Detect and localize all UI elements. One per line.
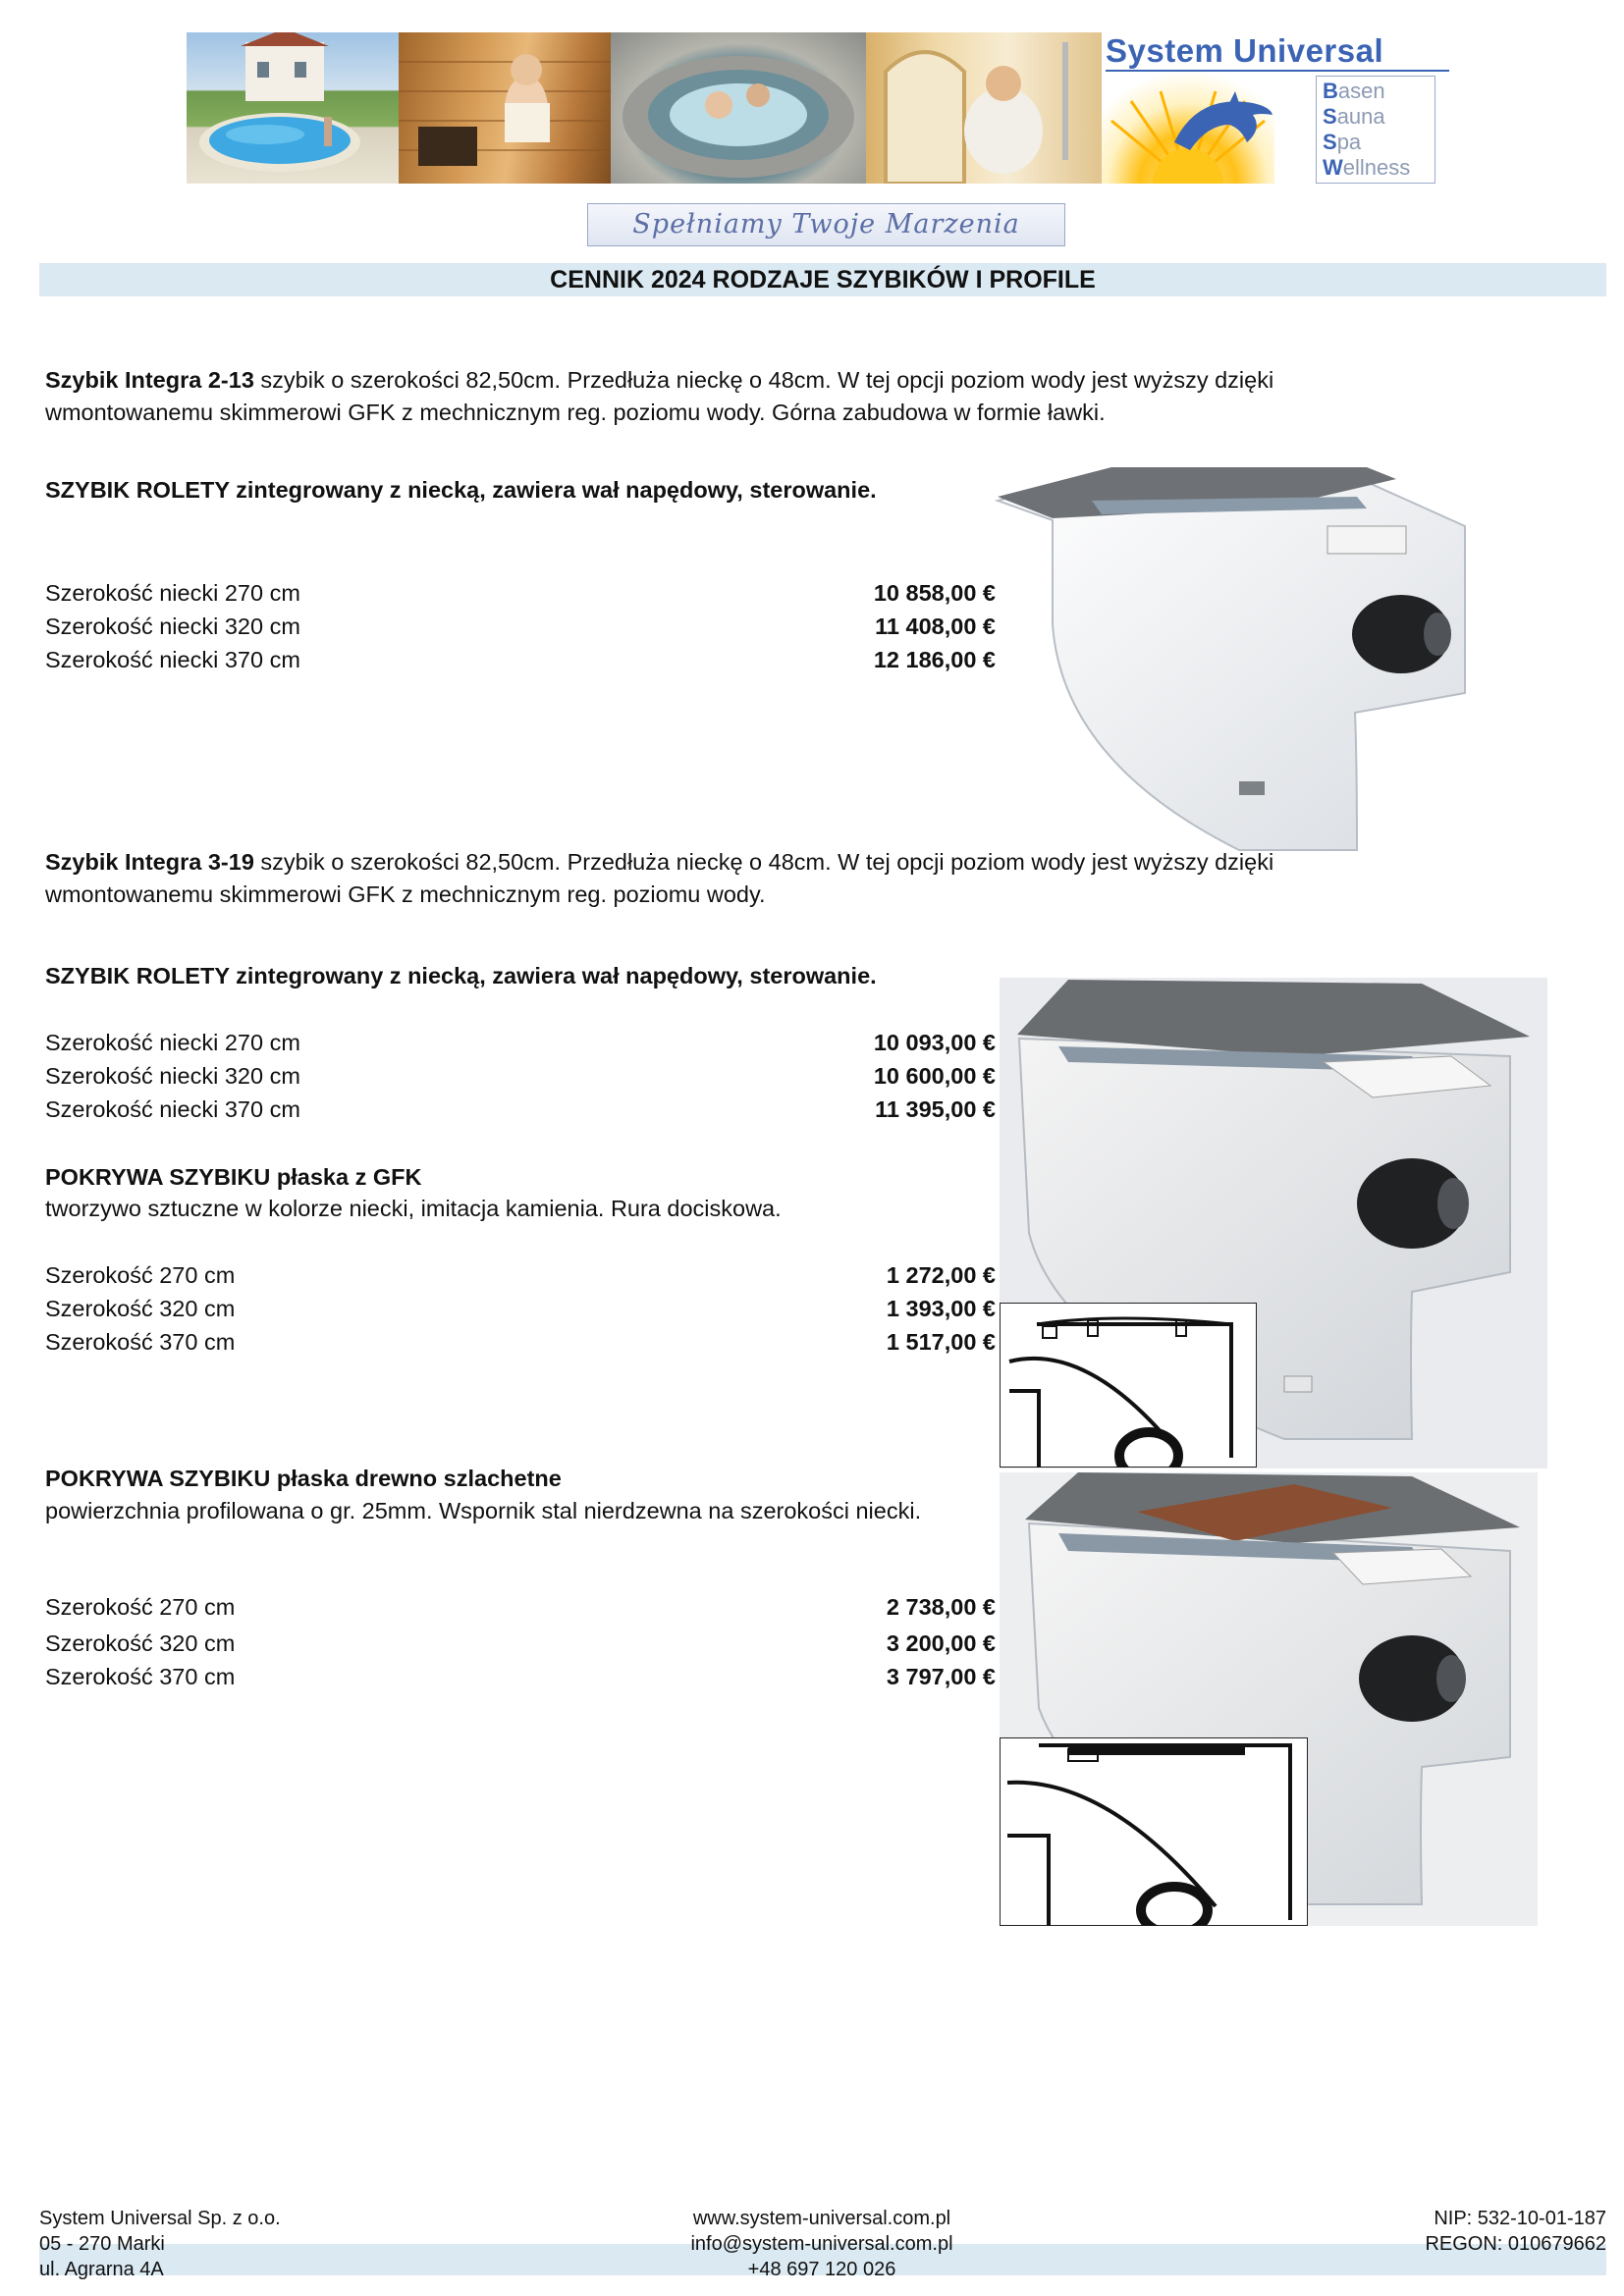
wood-cover-drawing (1000, 1737, 1308, 1926)
hot-tub-photo (611, 32, 866, 184)
section-4-row-3-label: Szerokość 370 cm (45, 1664, 236, 1689)
section-2-description: szybik o szerokości 82,50cm. Przedłuża nieckę o 48cm. W tej opcji poziom wody jest wyższy dzięki wmontowanemu skimmerowi GFK z mechnicznym reg. poziomu wody. (45, 849, 1274, 907)
company-street: ul. Agrarna 4A (39, 2259, 164, 2280)
gfk-cover-drawing (1000, 1303, 1257, 1468)
header-banner (187, 32, 1449, 184)
section-4-row-1-label: Szerokość 270 cm (45, 1594, 236, 1620)
section-3-row-1-label: Szerokość 270 cm (45, 1262, 236, 1288)
section-1-row-2-price: 11 408,00 € (875, 614, 996, 639)
nip-number: NIP: 532-10-01-187 (1434, 2208, 1606, 2229)
section-4-row-1-price: 2 738,00 € (886, 1594, 996, 1620)
dolphin-icon (1168, 85, 1276, 164)
section-4-heading: POKRYWA SZYBIKU płaska drewno szlachetne (45, 1466, 562, 1491)
tag-basen: Basen (1323, 79, 1385, 103)
section-2-row-3-price: 11 395,00 € (875, 1096, 996, 1122)
company-postcode: 05 - 270 Marki (39, 2233, 165, 2255)
regon-number: REGON: 010679662 (1425, 2233, 1606, 2255)
section-4-row-2-label: Szerokość 320 cm (45, 1630, 236, 1656)
footer-contact (625, 2206, 1018, 2282)
section-1-row-1-label: Szerokość niecki 270 cm (45, 580, 300, 606)
section-1-row-1-price: 10 858,00 € (873, 580, 996, 606)
phone-number: +48 697 120 026 (747, 2259, 896, 2280)
section-3-row-2-label: Szerokość 320 cm (45, 1296, 236, 1321)
brand-underline (1106, 70, 1449, 72)
tag-spa: Spa (1323, 130, 1362, 154)
pool-photo (187, 32, 399, 184)
brand-name: System Universal (1106, 32, 1384, 69)
section-3-row-1-price: 1 272,00 € (886, 1262, 996, 1288)
email-link[interactable]: info@system-universal.com.pl (690, 2233, 953, 2255)
sauna-photo (399, 32, 611, 184)
section-3-subtitle: tworzywo sztuczne w kolorze niecki, imitacja kamienia. Rura dociskowa. (45, 1196, 782, 1221)
tag-sauna: Sauna (1323, 104, 1385, 129)
brand-tags (1316, 76, 1435, 184)
section-4-row-2-price: 3 200,00 € (886, 1630, 996, 1656)
section-3-heading: POKRYWA SZYBIKU płaska z GFK (45, 1164, 422, 1190)
website-link[interactable]: www.system-universal.com.pl (692, 2208, 951, 2229)
section-2-row-1-label: Szerokość niecki 270 cm (45, 1030, 300, 1055)
section-4-subtitle: powierzchnia profilowana o gr. 25mm. Wspornik stal nierdzewna na szerokości niecki. (45, 1498, 922, 1523)
section-1-heading: SZYBIK ROLETY zintegrowany z niecką, zawiera wał napędowy, sterowanie. (45, 477, 877, 503)
section-2-name: Szybik Integra 3-19 (45, 849, 254, 875)
section-1-intro (45, 364, 1380, 429)
section-3-row-3-label: Szerokość 370 cm (45, 1329, 236, 1355)
section-2-row-2-price: 10 600,00 € (873, 1063, 996, 1089)
section-2-intro (45, 846, 1380, 911)
section-3-row-2-price: 1 393,00 € (886, 1296, 996, 1321)
footer-company (39, 2206, 281, 2282)
slogan: Spełniamy Twoje Marzenia (587, 203, 1065, 246)
section-1-name: Szybik Integra 2-13 (45, 367, 254, 393)
section-1-description: szybik o szerokości 82,50cm. Przedłuża nieckę o 48cm. W tej opcji poziom wody jest wyższy dzięki wmontowanemu skimmerowi GFK z mechnicznym reg. poziomu wody. Górna zabudowa w formie ławki. (45, 367, 1274, 425)
section-2-row-2-label: Szerokość niecki 320 cm (45, 1063, 300, 1089)
szybik-2-13-image (994, 467, 1471, 852)
section-1-row-3-label: Szerokość niecki 370 cm (45, 647, 300, 672)
section-2-row-3-label: Szerokość niecki 370 cm (45, 1096, 300, 1122)
section-1-row-2-label: Szerokość niecki 320 cm (45, 614, 300, 639)
wellness-photo (866, 32, 1102, 184)
section-2-row-1-price: 10 093,00 € (873, 1030, 996, 1055)
section-1-row-3-price: 12 186,00 € (873, 647, 996, 672)
page-title: CENNIK 2024 RODZAJE SZYBIKÓW I PROFILE (550, 266, 1096, 294)
section-2-heading: SZYBIK ROLETY zintegrowany z niecką, zawiera wał napędowy, sterowanie. (45, 963, 877, 988)
company-name: System Universal Sp. z o.o. (39, 2208, 281, 2229)
tag-wellness: Wellness (1323, 155, 1411, 180)
section-4-row-3-price: 3 797,00 € (886, 1664, 996, 1689)
footer-registration (1425, 2206, 1606, 2257)
section-3-row-3-price: 1 517,00 € (886, 1329, 996, 1355)
